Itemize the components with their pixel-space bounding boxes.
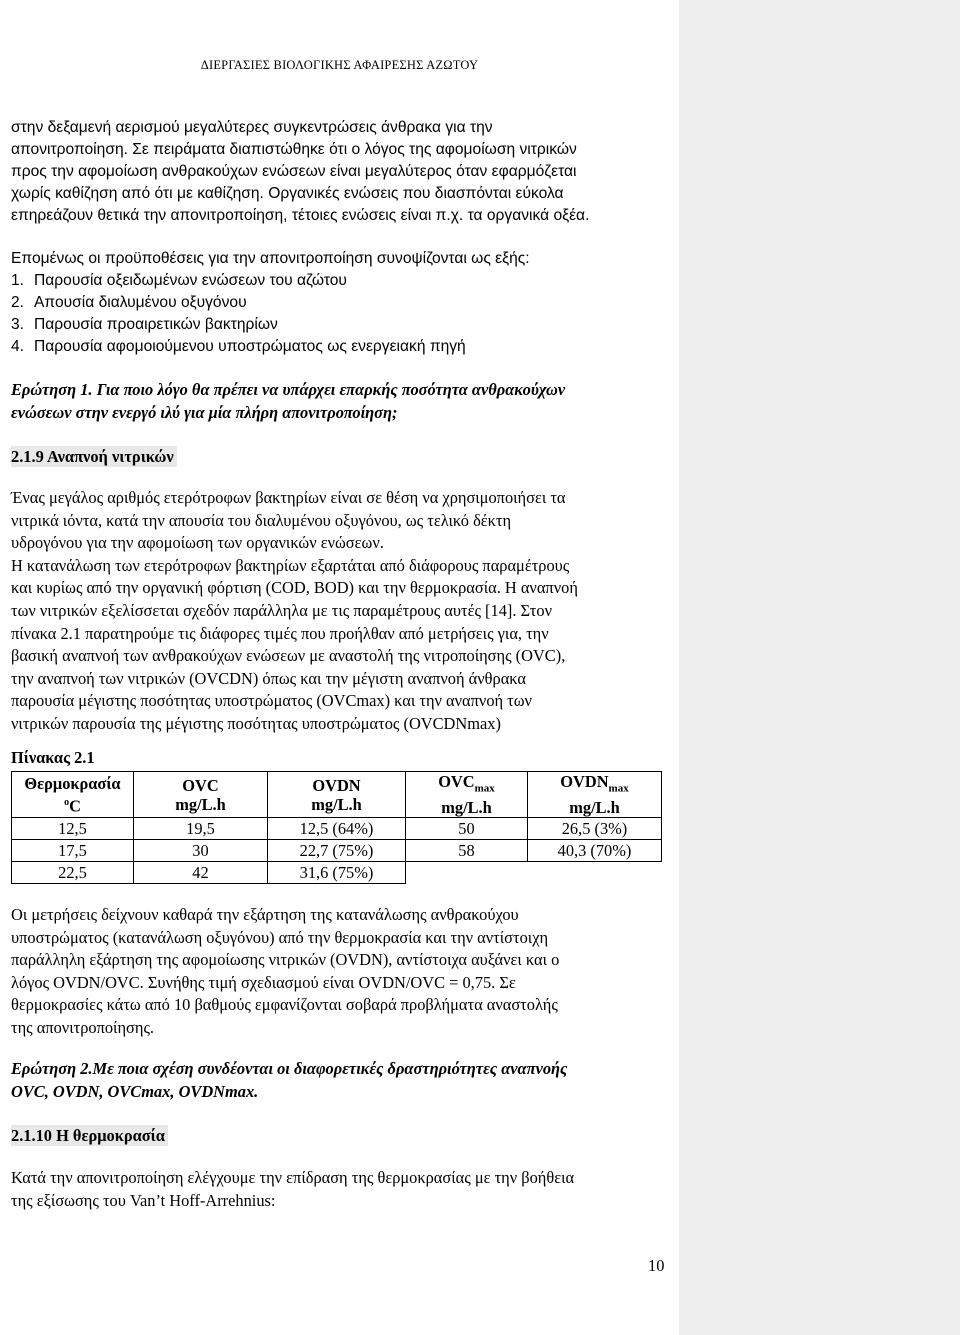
list-item (11, 336, 679, 358)
text-line: OVC, OVDN, OVCmax, OVDNmax. (11, 1081, 259, 1101)
text-line: χωρίς καθίζηση από ότι με καθίζηση. Οργανικές ενώσεις που διασπόνται εύκολα (11, 184, 564, 202)
text-line: προς την αφομοίωση ανθρακούχων ενώσεων είναι μεγαλύτερος όταν εφαρμόζεται (11, 162, 577, 180)
text-line: βασική αναπνοή των ανθρακούχων ενώσεων με αναστολή της νιτροποίησης (OVC), (11, 646, 566, 666)
column-header: OVDN mg/L.h (268, 772, 406, 818)
list-item (11, 314, 679, 336)
table-cell: 50 (406, 818, 528, 840)
list-item-text: Παρουσία αφομοιούμενου υποστρώματος ως ενεργειακή πηγή (34, 337, 466, 355)
text-line: Η κατανάλωση των ετερότροφων βακτηρίων εξαρτάται από διάφορους παραμέτρους (11, 555, 570, 575)
text-line: Ερώτηση 2.Με ποια σχέση συνδέονται οι διαφορετικές δραστηριότητες αναπνοής (11, 1059, 568, 1078)
list-item-number: 2. (11, 293, 25, 311)
list-item-number: 3. (11, 315, 25, 333)
table-cell-empty (528, 862, 662, 884)
text-line: απονιτροποίηση. Σε πειράματα διαπιστώθηκε ότι ο λόγος της αφομοίωση νιτρικών (11, 140, 577, 158)
list-item-text: Απουσία διαλυμένου οξυγόνου (34, 293, 247, 311)
text-line: Οι μετρήσεις δείχνουν καθαρά την εξάρτηση της κατανάλωσης ανθρακούχου (11, 905, 519, 924)
section-heading-text: 2.1.9 Αναπνοή νιτρικών (11, 446, 177, 467)
table-cell-empty (406, 862, 528, 884)
intro-paragraph (11, 117, 679, 227)
table-caption: Πίνακας 2.1 (11, 748, 95, 767)
section-2-1-10-body (11, 1167, 679, 1212)
section-2-1-9-body (11, 487, 679, 736)
text-line: επηρεάζουν θετικά την απονιτροποίηση, τέτοιες ενώσεις είναι π.χ. τα οργανικά οξέα. (11, 206, 590, 224)
table-cell: 40,3 (70%) (528, 840, 662, 862)
measurements-paragraph (11, 904, 679, 1040)
list-item (11, 270, 679, 292)
text-line: Κατά την απονιτροποίηση ελέγχουμε την επίδραση της θερμοκρασίας με την βοήθεια (11, 1168, 575, 1187)
table-cell: 12,5 (64%) (268, 818, 406, 840)
table-cell: 42 (134, 862, 268, 884)
column-header: $OVDN_{max}$ mg/L.h (528, 772, 662, 818)
text-line: υδρογόνου για την αφομοίωση των οργανικών ενώσεων. (11, 533, 384, 553)
text-line: ενώσεων στην ενεργό ιλύ για μία πλήρη απονιτροποίηση; (11, 402, 398, 422)
data-table (11, 771, 662, 884)
table-header-row (12, 772, 662, 818)
column-header: OVC mg/L.h (134, 772, 268, 818)
question-1 (11, 379, 679, 424)
text-line: Ένας μεγάλος αριθμός ετερότροφων βακτηρίων είναι σε θέση να χρησιμοποιήσει τα (11, 488, 566, 507)
list-item (11, 292, 679, 314)
section-heading-2-1-9 (11, 446, 679, 468)
text-line: στην δεξαμενή αερισμού μεγαλύτερες συγκεντρώσεις άνθρακα για την (11, 119, 493, 136)
section-heading-text: 2.1.10 Η θερμοκρασία (11, 1125, 168, 1146)
table-cell: 31,6 (75%) (268, 862, 406, 884)
text-line: και κυρίως από την οργανική φόρτιση (COD, BOD) και την θερμοκρασία. Η αναπνοή (11, 578, 578, 598)
table-cell: 30 (134, 840, 268, 862)
text-line: πίνακα 2.1 παρατηρούμε τις διάφορες τιμές που προήλθαν από μετρήσεις για, την (11, 623, 549, 643)
question-2 (11, 1058, 679, 1103)
conditions-list (11, 270, 679, 358)
text-line: λόγος OVDN/OVC. Συνήθης τιμή σχεδιασμού είναι OVDN/OVC = 0,75. Σε (11, 972, 516, 992)
table-cell: 22,5 (12, 862, 134, 884)
table-cell: 12,5 (12, 818, 134, 840)
section-heading-2-1-10 (11, 1125, 679, 1147)
table-row (12, 862, 662, 884)
list-item-text: Παρουσία προαιρετικών βακτηρίων (34, 315, 278, 333)
column-header: Θερμοκρασία $^o$C (12, 772, 134, 818)
column-header: $OVC_{max}$ mg/L.h (406, 772, 528, 818)
page-number: 10 (648, 1256, 665, 1275)
running-header: ΔΙΕΡΓΑΣΙΕΣ ΒΙΟΛΟΓΙΚΗΣ ΑΦΑΙΡΕΣΗΣ ΑΖΩΤΟΥ (200, 58, 479, 72)
text-line: των νιτρικών εξελίσσεται σχεδόν παράλληλα με τις παραμέτρους αυτές [14]. Στον (11, 600, 552, 620)
text-line: υποστρώματος (κατανάλωση οξυγόνου) από την θερμοκρασία και την αντίστοιχη (11, 927, 549, 947)
conditions-block (11, 248, 679, 358)
table-cell: 58 (406, 840, 528, 862)
text-line: της απονιτροποίησης. (11, 1017, 155, 1037)
text-line: παρουσία μέγιστης ποσότητας υποστρώματος (OVCmax) και την αναπνοή των (11, 691, 532, 711)
text-line: νιτρικά ιόντα, κατά την απουσία του διαλυμένου οξυγόνου, ως τελικό δέκτη (11, 510, 512, 530)
table-cell: 22,7 (75%) (268, 840, 406, 862)
table-cell: 26,5 (3%) (528, 818, 662, 840)
list-item-text: Παρουσία οξειδωμένων ενώσεων του αζώτου (34, 271, 347, 289)
text-line: παράλληλη εξάρτηση της αφομοίωσης νιτρικών (OVDN), αντίστοιχα αυξάνει και ο (11, 950, 560, 970)
text-line: νιτρικών παρουσία της μέγιστης ποσότητας υποστρώματος (OVCDNmax) (11, 713, 501, 733)
table-cell: 17,5 (12, 840, 134, 862)
table-cell: 19,5 (134, 818, 268, 840)
table-row (12, 840, 662, 862)
text-line: θερμοκρασίες κάτω από 10 βαθμούς εμφανίζονται σοβαρά προβλήματα αναστολής (11, 995, 558, 1015)
comment-margin-panel (679, 0, 960, 1335)
text-line: Ερώτηση 1. Για ποιο λόγο θα πρέπει να υπάρχει επαρκής ποσότητα ανθρακούχων (11, 380, 566, 399)
table-row (12, 818, 662, 840)
list-item-number: 1. (11, 271, 25, 289)
text-line: την αναπνοή των νιτρικών (OVCDN) όπως και την μέγιστη αναπνοή άνθρακα (11, 668, 526, 688)
text-line: της εξίσωσης του Van’t Hoff-Arrehnius: (11, 1190, 276, 1210)
list-item-number: 4. (11, 337, 25, 355)
conditions-lead: Επομένως οι προϋποθέσεις για την απονιτροποίηση συνοψίζονται ως εξής: (11, 250, 530, 267)
